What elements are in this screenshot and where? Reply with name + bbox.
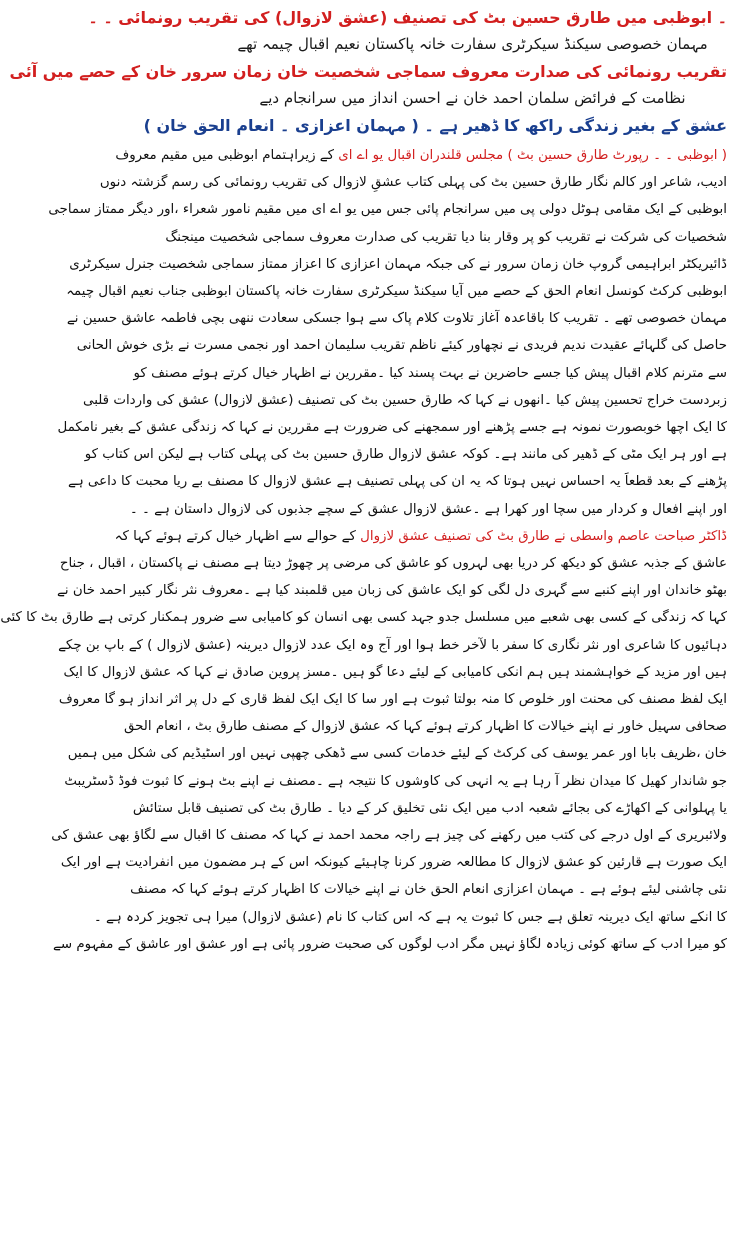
line-text: کو میرا ادب کے ساتھ کوئی زیادہ لگاؤ نہیں مگر ادب لوگوں کی صحبت ضرور پائی ہے اور عشق اور عاشق کے مفہوم سے: [53, 936, 727, 952]
line-text: خان ،ظریف بابا اور عمر یوسف کی کرکٹ کے لیئے خدمات کسی سے ڈھکی چھپی نہیں اور اسٹیڈیم کی شکل میں ہمیں: [67, 746, 727, 762]
body-line: [132, 795, 727, 822]
body-line: [84, 441, 727, 468]
headline-title: ۔ ابوظبی میں طارق حسین بٹ کی تصنیف (عشق لازوال) کی تقریب رونمائی ۔ ۔: [88, 8, 727, 27]
line-text: عاشق کے جذبہ عشق کو دیکھ کر دریا بھی لہروں کو عاشق کی مرضی پر چھوڑ دیتا ہے مصنف نے پاکستان ، اقبال ، جناح: [59, 556, 727, 572]
headline-block: [9, 4, 727, 139]
body-line: [57, 577, 727, 604]
body-line: [67, 740, 727, 767]
highlighted-text: ( ابوظبی ۔ ۔ رپورٹ طارق حسین بٹ ) مجلس قلندران اقبال یو اے ای: [338, 148, 727, 163]
line-text: ادیب، شاعر اور کالم نگار طارق حسین بٹ کی پہلی کتاب عشقِ لازوال کی تقریب رونمائی کی رسم گزشتہ دنوں: [99, 175, 727, 191]
body-line: [58, 686, 727, 713]
body-line: [57, 414, 727, 441]
article-body: [0, 142, 727, 958]
line-text: اور اپنے افعال و کردار میں سچا اور کھرا ہے ۔عشق لازوال عشق کے سچے جذبوں کی لازوال داستان ہے ۔ ۔: [129, 501, 727, 517]
body-line: [67, 468, 727, 495]
line-text: پڑھنے کے بعد قطعاََ یہ احساس نہیں ہوتا کہ یہ ان کی پہلی تصنیف ہے عشق لازوال کا مصنف بے ریا محبت کا داعی ہے: [67, 474, 727, 490]
body-line: [64, 768, 727, 795]
line-text: مہمان خصوصی تھے ۔ تقریب کا باقاعدہ آغاز تلاوت کلام پاک سے ہوا جسکی سعادت ننھی بچی فاطمہ عاشق حسین نے: [66, 311, 727, 327]
line-text: ایک صورت ہے قارئین کو عشق لازوال کا مطالعہ ضرور کرنا چاہیئے کیونکہ اس کے ہر مضمون میں انفرادیت ہے اور ایک: [60, 855, 727, 871]
body-line: [51, 822, 727, 849]
body-line: [69, 251, 727, 278]
line-text: ڈائیریکٹر ابراہیمی گروپ خان زمان سرور نے کی جبکہ مہمان اعزازی کا اعزاز ممتاز سماجی شخصیت جنرل سیکرٹری: [69, 256, 727, 272]
line-text: کا ایک اچھا خوبصورت نمونہ ہے جسے پڑھنے اور سمجھنے کی ضرورت ہے مقررین نے کہا کہ زندگی عشق کے بغیر نامکمل: [57, 420, 727, 436]
line-text: سے مترنم کلام اقبال پیش کیا جسے حاضرین نے بہت پسند کیا ۔مقررین نے اظہار خیال کرتے ہوئے مصنف کو: [133, 365, 727, 381]
body-line: [133, 360, 727, 387]
line-text: کے زیراہتمام ابوظبی میں مقیم معروف: [115, 148, 339, 163]
line-text: شخصیات کی شرکت نے تقریب کو پر وقار بنا دیا تقریب کی صدارت معروف سماجی شخصیت مینجنگ: [165, 229, 727, 245]
headline-host: نظامت کے فرائض سلمان احمد خان نے احسن انداز میں سرانجام دیے: [259, 89, 686, 107]
body-line: [59, 550, 727, 577]
line-text: جو شاندار کھیل کا میدان نظر آ رہا ہے یہ انہی کی کاوشوں کا نتیجہ ہے ۔مصنف نے اپنے بٹ ہونے کا ثبوت فوڈ ڈسٹریبٹ: [64, 773, 727, 789]
line-text: ابوظبی کے ایک مقامی ہوٹل دولی پی میں سرانجام پائی جس میں یو اے ای میں مقیم نامور شعراء ،اور دیگر ممتاز سماجی: [48, 202, 727, 218]
body-line: [115, 142, 727, 169]
body-line: [93, 904, 727, 931]
body-line: [63, 659, 727, 686]
line-text: کے حوالے سے اظہار خیال کرتے ہوئے کہا کہ: [114, 528, 361, 544]
line-text: صحافی سہیل خاور نے اپنے خیالات کا اظہار کرتے ہوئے کہا کہ عشق لازوال کے مصنف طارق بٹ ، انعام الحق: [123, 719, 727, 735]
line-text: ہے اور ہر ایک مٹی کے ڈھیر کی مانند ہے۔ کوکہ عشق لازوال طارق حسین بٹ کی پہلی کتاب ہے لیکن اس کتاب کو: [84, 447, 727, 463]
body-line: [99, 169, 727, 196]
body-line: [58, 632, 727, 659]
body-line: [76, 332, 727, 359]
body-line: [53, 931, 727, 958]
body-line: [123, 713, 727, 740]
line-text: نئی چاشنی لیئے ہوئے ہے ۔ مہمان اعزازی انعام الحق خان نے اپنے خیالات کا اظہار کرتے ہوئے کہا کہ مصنف: [130, 882, 727, 898]
body-line: [129, 496, 727, 523]
line-text: ایک لفظ مصنف کی محنت اور خلوص کا منہ بولتا ثبوت ہے اور سا کا ایک ایک لفظ قاری کے دل پر اثر انداز ہو گا معروف: [58, 692, 727, 708]
body-line: [0, 604, 727, 631]
body-line: [130, 876, 727, 903]
line-text: حاصل کی گلہائے عقیدت ندیم فریدی نے نچھاور کیئے ناظم تقریب سلیمان احمد اور نجمی مسرت نے بڑی خوش الحانی: [76, 338, 727, 354]
body-line: [83, 387, 727, 414]
line-text: ابوظبی کرکٹ کونسل انعام الحق کے حصے میں آیا سیکنڈ سیکرٹری سفارت خانہ پاکستان ابوظبی جناب نعیم اقبال چیمہ: [66, 284, 727, 300]
line-text: دہائیوں کا شاعری اور نثر نگاری کا سفر با لآخر خط ہوا اور آج وہ ایک عدد لازوال دیرینہ (عشق لازوال ) کے باپ بن چکے: [58, 637, 727, 653]
line-text: کا انکے ساتھ ایک دیرینہ تعلق ہے جس کا ثبوت یہ ہے کہ اس کتاب کا نام (عشق لازوال) میرا ہی تجویز کردہ ہے ۔: [93, 909, 727, 925]
highlighted-text: ڈاکٹر صباحت عاصم واسطی نے طارق بٹ کی تصنیف عشق لازوال: [360, 528, 727, 544]
body-line: [48, 196, 727, 223]
line-text: ولائبریری کے اول درجے کی کتب میں رکھنے کی چیز ہے راجہ محمد احمد نے کہا کہ مصنف کا اقبال سے لگاؤ بھی عشق کی: [51, 828, 727, 844]
headline-chief-guest: مہمان خصوصی سیکنڈ سیکرٹری سفارت خانہ پاکستان نعیم اقبال چیمہ تھے: [237, 35, 708, 53]
body-line: [165, 224, 727, 251]
body-line: [60, 849, 727, 876]
body-line: [66, 278, 727, 305]
line-text: کہا کہ زندگی کے کسی بھی شعبے میں مسلسل جدو جہد کسی بھی انسان کو کامیابی سے ضرور ہمکنار کرتی ہے طارق بٹ کا کئی: [0, 610, 727, 626]
headline-quote: عشق کے بغیر زندگی راکھ کا ڈھیر ہے ۔ ( مہمان اعزازی ۔ انعام الحق خان ): [143, 116, 727, 135]
body-line: [66, 305, 727, 332]
line-text: بھٹو خاندان اور اپنے کنبے سے گہری دل لگی کو ایک عاشق کی زبان میں قلمبند کیا ہے ۔معروف نثر نگار کبیر احمد خان نے: [57, 583, 727, 599]
line-text: یا پہلوانی کے اکھاڑے کی بجائے شعبہ ادب میں ایک نئی تخلیق کر کے دیا ۔ طارق بٹ کی تصنیف قابل ستائش: [132, 800, 727, 816]
line-text: ہیں اور مزید کے خواہشمند ہیں ہم انکی کامیابی کے لیئے دعا گو ہیں ۔مسز پروین صادق نے کہا کہ عشق لازوال کا ایک: [63, 664, 727, 680]
line-text: زبردست خراج تحسین پیش کیا ۔انھوں نے کہا کہ طارق حسین بٹ کی تصنیف (عشق لازوال) عشق کی واردات قلبی: [83, 392, 727, 408]
body-line: [114, 523, 727, 550]
headline-presidency: تقریب رونمائی کی صدارت معروف سماجی شخصیت خان زمان سرور خان کے حصے میں آئی: [9, 62, 727, 81]
